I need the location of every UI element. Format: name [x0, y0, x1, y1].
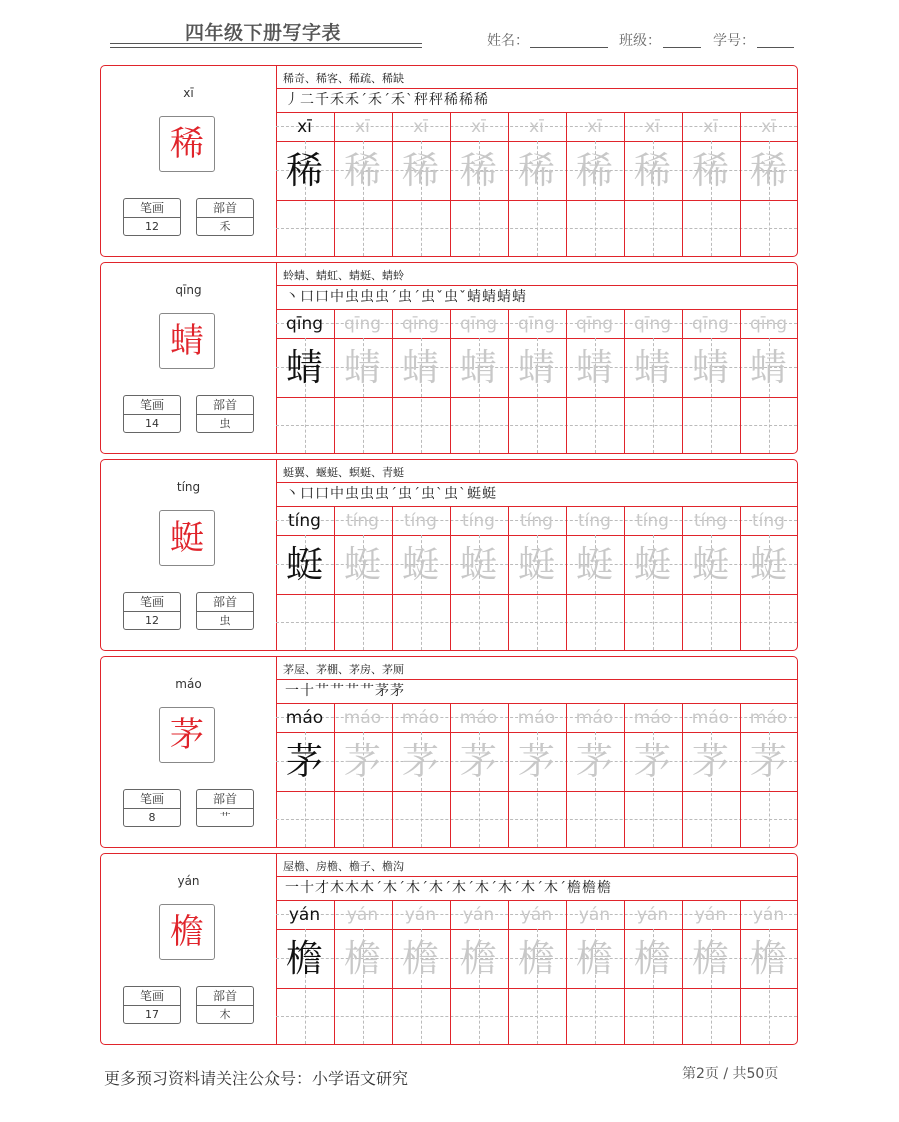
writing-cell[interactable] — [682, 398, 740, 453]
char-info-panel — [101, 263, 277, 453]
stroke-step: 蜻 — [512, 289, 527, 305]
writing-cell[interactable] — [334, 201, 392, 256]
writing-cell[interactable] — [392, 201, 450, 256]
writing-cell[interactable] — [276, 201, 334, 256]
pinyin-model: máo — [285, 708, 324, 728]
practice-area — [276, 460, 797, 650]
char-trace[interactable]: 稀 — [750, 149, 787, 192]
radical-info — [196, 395, 254, 433]
char-card — [100, 853, 798, 1045]
pinyin-trace: yán — [520, 905, 553, 925]
pinyin-trace: xī — [761, 117, 776, 137]
writing-cell[interactable] — [450, 398, 508, 453]
char-trace[interactable]: 蜓 — [576, 543, 613, 586]
stroke-step: 蜻 — [482, 289, 497, 305]
char-trace[interactable]: 檐 — [344, 937, 381, 980]
stroke-step: 木ˊ — [544, 880, 567, 896]
stroke-step: 艹 — [345, 683, 360, 699]
stroke-step: 虫ˇ — [444, 289, 467, 305]
char-trace[interactable]: 蜻 — [460, 346, 497, 389]
stroke-step: 虫ˋ — [421, 486, 444, 502]
writing-cell[interactable] — [624, 398, 682, 453]
writing-cell[interactable] — [450, 201, 508, 256]
stroke-step: 木ˊ — [452, 880, 475, 896]
writing-cell[interactable] — [740, 792, 798, 847]
char-card — [100, 459, 798, 651]
pinyin-trace: tíng — [346, 511, 379, 531]
writing-cell[interactable] — [740, 989, 798, 1044]
stroke-step: 十 — [300, 683, 315, 699]
pinyin-model: yán — [288, 905, 321, 925]
char-pinyin: qīng — [175, 283, 202, 297]
pinyin-trace: máo — [401, 708, 440, 728]
pinyin-trace: yán — [752, 905, 785, 925]
char-trace[interactable]: 稀 — [634, 149, 671, 192]
pinyin-trace: tíng — [636, 511, 669, 531]
practice-area — [276, 854, 797, 1044]
writing-cell[interactable] — [450, 595, 508, 650]
stroke-order — [285, 681, 405, 701]
stroke-step: 檐 — [597, 880, 612, 896]
strokes-info — [123, 789, 181, 827]
char-card — [100, 262, 798, 454]
stroke-step: 艹 — [330, 683, 345, 699]
pinyin-trace: yán — [462, 905, 495, 925]
pinyin-trace: qīng — [749, 314, 788, 334]
stroke-step: 茅 — [390, 683, 405, 699]
stroke-step: 虫 — [360, 289, 375, 305]
char-trace[interactable]: 蜓 — [634, 543, 671, 586]
footer-note: 更多预习资料请关注公众号：小学语文研究 — [104, 1069, 409, 1088]
char-trace[interactable]: 檐 — [518, 937, 555, 980]
stroke-step: 蜓 — [467, 486, 482, 502]
title-underline — [110, 43, 422, 44]
pinyin-trace: máo — [633, 708, 672, 728]
stroke-step: 一 — [285, 683, 300, 699]
writing-cell[interactable] — [682, 595, 740, 650]
writing-cell[interactable] — [450, 792, 508, 847]
char-info-panel — [101, 66, 277, 256]
writing-cell[interactable] — [508, 792, 566, 847]
char-info-panel — [101, 460, 277, 650]
writing-cell[interactable] — [682, 201, 740, 256]
stroke-step: 蜓 — [482, 486, 497, 502]
char-trace[interactable]: 蜓 — [460, 543, 497, 586]
writing-cell[interactable] — [276, 595, 334, 650]
practice-area — [276, 66, 797, 256]
pinyin-trace: xī — [355, 117, 370, 137]
stroke-step: 艹 — [315, 683, 330, 699]
stroke-step: 木ˊ — [383, 880, 406, 896]
stroke-step: 虫ˊ — [398, 486, 421, 502]
pinyin-trace: máo — [459, 708, 498, 728]
stroke-step: 稀 — [459, 92, 474, 108]
row-divider — [276, 679, 797, 680]
stroke-step: 虫 — [360, 486, 375, 502]
stroke-step: 檐 — [567, 880, 582, 896]
stroke-step: 虫ˊ — [398, 289, 421, 305]
pinyin-trace: qīng — [691, 314, 730, 334]
pinyin-model: xī — [297, 117, 312, 137]
char-trace[interactable]: 稀 — [402, 149, 439, 192]
pinyin-trace: yán — [346, 905, 379, 925]
stroke-step: 蜻 — [467, 289, 482, 305]
char-trace[interactable]: 蜻 — [518, 346, 555, 389]
writing-cell[interactable] — [334, 792, 392, 847]
pinyin-trace: xī — [645, 117, 660, 137]
pinyin-trace: máo — [343, 708, 382, 728]
writing-cell[interactable] — [566, 595, 624, 650]
writing-cell[interactable] — [740, 595, 798, 650]
char-pinyin: tíng — [176, 480, 201, 494]
radical-value: 艹 — [219, 811, 231, 824]
row-divider — [276, 482, 797, 483]
writing-cell[interactable] — [334, 595, 392, 650]
char-trace[interactable]: 茅 — [518, 740, 555, 783]
stroke-step: 禾ˊ — [368, 92, 391, 108]
pinyin-trace: qīng — [343, 314, 382, 334]
stroke-step: 丶 — [285, 289, 300, 305]
char-trace[interactable]: 檐 — [460, 937, 497, 980]
stroke-step: 禾ˊ — [345, 92, 368, 108]
writing-cell[interactable] — [276, 398, 334, 453]
stroke-step: 虫 — [345, 289, 360, 305]
writing-cell[interactable] — [508, 398, 566, 453]
char-pinyin: xī — [183, 86, 194, 100]
char-trace[interactable]: 蜓 — [692, 543, 729, 586]
name-label: 姓名： — [487, 33, 529, 49]
radical-info — [196, 986, 254, 1024]
word-list: 茅屋、茅棚、茅房、茅厕 — [283, 663, 404, 676]
writing-cell[interactable] — [392, 989, 450, 1044]
stroke-step: 中 — [330, 289, 345, 305]
class-field[interactable] — [663, 47, 701, 48]
writing-cell[interactable] — [682, 989, 740, 1044]
pinyin-trace: xī — [413, 117, 428, 137]
pinyin-trace: tíng — [694, 511, 727, 531]
char-model: 檐 — [286, 937, 323, 980]
row-divider — [276, 309, 797, 310]
writing-cell[interactable] — [334, 398, 392, 453]
writing-cell[interactable] — [624, 792, 682, 847]
pinyin-trace: yán — [404, 905, 437, 925]
page-header — [0, 0, 899, 60]
radical-info — [196, 592, 254, 630]
pinyin-trace: máo — [749, 708, 788, 728]
writing-cell[interactable] — [276, 792, 334, 847]
char-trace[interactable]: 茅 — [750, 740, 787, 783]
stroke-step: 口 — [300, 486, 315, 502]
char-model: 蜻 — [286, 346, 323, 389]
stroke-step: 虫ˊ — [375, 289, 398, 305]
stroke-step: 丶 — [285, 486, 300, 502]
title-underline — [110, 47, 422, 48]
stroke-step: 千 — [315, 92, 330, 108]
stroke-step: 一 — [285, 880, 300, 896]
pinyin-trace: máo — [691, 708, 730, 728]
char-trace[interactable]: 檐 — [692, 937, 729, 980]
writing-cell[interactable] — [508, 989, 566, 1044]
strokes-count: 8 — [148, 811, 156, 824]
radical-label: 部首 — [197, 593, 253, 612]
char-trace[interactable]: 茅 — [634, 740, 671, 783]
pinyin-trace: xī — [471, 117, 486, 137]
stroke-step: 口 — [300, 289, 315, 305]
stroke-step: 稀 — [474, 92, 489, 108]
word-list: 屋檐、房檐、檐子、檐沟 — [283, 860, 404, 873]
writing-cell[interactable] — [682, 792, 740, 847]
row-divider — [276, 703, 797, 704]
stroke-step: 木 — [330, 880, 345, 896]
pinyin-trace: xī — [587, 117, 602, 137]
char-model: 蜓 — [286, 543, 323, 586]
stroke-step: 才 — [315, 880, 330, 896]
class-label: 班级： — [619, 33, 661, 49]
word-list: 蜓翼、蝘蜓、螟蜓、青蜓 — [283, 466, 404, 479]
char-trace[interactable]: 稀 — [460, 149, 497, 192]
char-trace[interactable]: 蜓 — [344, 543, 381, 586]
writing-cell[interactable] — [508, 595, 566, 650]
char-trace[interactable]: 茅 — [402, 740, 439, 783]
writing-cell[interactable] — [624, 201, 682, 256]
stroke-step: 稀 — [444, 92, 459, 108]
stroke-step: 禾ˋ — [391, 92, 414, 108]
page-title: 四年级下册写字表 — [185, 22, 342, 44]
char-trace[interactable]: 稀 — [518, 149, 555, 192]
char-trace[interactable]: 檐 — [750, 937, 787, 980]
char-trace[interactable]: 茅 — [344, 740, 381, 783]
radical-label: 部首 — [197, 790, 253, 809]
pinyin-trace: tíng — [578, 511, 611, 531]
writing-cell[interactable] — [740, 398, 798, 453]
char-display: 稀 — [170, 124, 204, 164]
char-trace[interactable]: 蜻 — [402, 346, 439, 389]
char-trace[interactable]: 蜓 — [750, 543, 787, 586]
stroke-step: 丿 — [285, 92, 300, 108]
stroke-order — [285, 484, 497, 504]
name-field[interactable] — [530, 47, 608, 48]
stroke-step: 虫ˊ — [375, 486, 398, 502]
pinyin-model: qīng — [285, 314, 324, 334]
char-trace[interactable]: 蜻 — [576, 346, 613, 389]
writing-cell[interactable] — [566, 792, 624, 847]
writing-cell[interactable] — [740, 201, 798, 256]
stroke-step: 木ˊ — [429, 880, 452, 896]
char-display: 檐 — [170, 912, 204, 952]
char-model: 茅 — [286, 740, 323, 783]
stroke-step: 十 — [300, 880, 315, 896]
strokes-info — [123, 592, 181, 630]
char-trace[interactable]: 蜻 — [750, 346, 787, 389]
strokes-count: 12 — [145, 614, 159, 627]
pinyin-trace: tíng — [462, 511, 495, 531]
word-list: 稀奇、稀客、稀疏、稀缺 — [283, 72, 404, 85]
writing-cell[interactable] — [392, 398, 450, 453]
stroke-step: 木ˊ — [360, 880, 383, 896]
char-display: 蜓 — [170, 518, 204, 558]
char-model: 稀 — [286, 149, 323, 192]
writing-cell[interactable] — [566, 989, 624, 1044]
writing-cell[interactable] — [276, 989, 334, 1044]
stroke-order — [285, 878, 612, 898]
pinyin-trace: yán — [578, 905, 611, 925]
radical-label: 部首 — [197, 396, 253, 415]
stroke-step: 中 — [330, 486, 345, 502]
strokes-label: 笔画 — [124, 199, 180, 218]
radical-value: 禾 — [219, 220, 231, 233]
strokes-count: 14 — [145, 417, 159, 430]
char-trace[interactable]: 檐 — [634, 937, 671, 980]
stroke-step: 艹 — [360, 683, 375, 699]
stroke-step: 虫ˇ — [421, 289, 444, 305]
char-card — [100, 65, 798, 257]
radical-info — [196, 198, 254, 236]
char-display-box — [159, 313, 215, 369]
char-trace[interactable]: 蜓 — [518, 543, 555, 586]
row-divider — [276, 900, 797, 901]
pinyin-trace: qīng — [633, 314, 672, 334]
char-trace[interactable]: 稀 — [692, 149, 729, 192]
page-number: 第2页 / 共50页 — [682, 1066, 779, 1082]
char-card — [100, 656, 798, 848]
char-trace[interactable]: 蜻 — [634, 346, 671, 389]
char-pinyin: máo — [175, 677, 202, 691]
pinyin-trace: yán — [636, 905, 669, 925]
stroke-step: 木ˊ — [498, 880, 521, 896]
radical-value: 木 — [219, 1008, 231, 1021]
pinyin-trace: tíng — [404, 511, 437, 531]
writing-cell[interactable] — [392, 792, 450, 847]
pinyin-trace: xī — [529, 117, 544, 137]
pinyin-trace: qīng — [459, 314, 498, 334]
writing-cell[interactable] — [624, 595, 682, 650]
char-trace[interactable]: 蜻 — [344, 346, 381, 389]
char-trace[interactable]: 檐 — [402, 937, 439, 980]
pinyin-trace: tíng — [752, 511, 785, 531]
word-list: 蛉蜻、蜻虹、蜻蜓、蜻蛉 — [283, 269, 404, 282]
stroke-step: 虫ˋ — [444, 486, 467, 502]
char-trace[interactable]: 茅 — [576, 740, 613, 783]
number-field[interactable] — [757, 47, 794, 48]
stroke-step: 虫 — [345, 486, 360, 502]
radical-label: 部首 — [197, 987, 253, 1006]
pinyin-trace: tíng — [520, 511, 553, 531]
strokes-info — [123, 395, 181, 433]
strokes-label: 笔画 — [124, 987, 180, 1006]
strokes-label: 笔画 — [124, 593, 180, 612]
stroke-step: 木 — [345, 880, 360, 896]
row-divider — [276, 876, 797, 877]
row-divider — [276, 88, 797, 89]
writing-cell[interactable] — [566, 201, 624, 256]
radical-info — [196, 789, 254, 827]
writing-cell[interactable] — [450, 989, 508, 1044]
row-divider — [276, 506, 797, 507]
stroke-step: 檐 — [582, 880, 597, 896]
practice-area — [276, 657, 797, 847]
strokes-count: 17 — [145, 1008, 159, 1021]
strokes-label: 笔画 — [124, 396, 180, 415]
stroke-step: 二 — [300, 92, 315, 108]
stroke-step: 口 — [315, 289, 330, 305]
stroke-step: 秤 — [414, 92, 429, 108]
stroke-step: 木ˊ — [521, 880, 544, 896]
char-trace[interactable]: 蜓 — [402, 543, 439, 586]
stroke-order — [285, 90, 489, 110]
stroke-step: 木ˊ — [475, 880, 498, 896]
stroke-order — [285, 287, 527, 307]
radical-label: 部首 — [197, 199, 253, 218]
char-trace[interactable]: 檐 — [576, 937, 613, 980]
char-display-box — [159, 116, 215, 172]
writing-cell[interactable] — [334, 989, 392, 1044]
stroke-step: 茅 — [375, 683, 390, 699]
pinyin-model: tíng — [288, 511, 321, 531]
char-display: 茅 — [170, 715, 204, 755]
char-info-panel — [101, 657, 277, 847]
stroke-step: 木ˊ — [406, 880, 429, 896]
char-pinyin: yán — [177, 874, 200, 888]
char-info-panel — [101, 854, 277, 1044]
char-trace[interactable]: 茅 — [460, 740, 497, 783]
pinyin-trace: yán — [694, 905, 727, 925]
stroke-step: 禾 — [330, 92, 345, 108]
pinyin-trace: qīng — [575, 314, 614, 334]
char-trace[interactable]: 稀 — [576, 149, 613, 192]
row-divider — [276, 112, 797, 113]
pinyin-trace: xī — [703, 117, 718, 137]
char-display-box — [159, 510, 215, 566]
strokes-label: 笔画 — [124, 790, 180, 809]
writing-cell[interactable] — [566, 398, 624, 453]
stroke-step: 秤 — [429, 92, 444, 108]
radical-value: 虫 — [219, 417, 231, 430]
row-divider — [276, 285, 797, 286]
pinyin-trace: máo — [575, 708, 614, 728]
stroke-step: 蜻 — [497, 289, 512, 305]
char-trace[interactable]: 蜻 — [692, 346, 729, 389]
stroke-step: 口 — [315, 486, 330, 502]
number-label: 学号： — [713, 33, 755, 49]
practice-area — [276, 263, 797, 453]
char-display-box — [159, 904, 215, 960]
pinyin-trace: qīng — [517, 314, 556, 334]
pinyin-trace: máo — [517, 708, 556, 728]
radical-value: 虫 — [219, 614, 231, 627]
char-display: 蜻 — [170, 321, 204, 361]
char-display-box — [159, 707, 215, 763]
strokes-info — [123, 198, 181, 236]
writing-cell[interactable] — [624, 989, 682, 1044]
writing-cell[interactable] — [392, 595, 450, 650]
writing-cell[interactable] — [508, 201, 566, 256]
strokes-count: 12 — [145, 220, 159, 233]
pinyin-trace: qīng — [401, 314, 440, 334]
char-trace[interactable]: 稀 — [344, 149, 381, 192]
strokes-info — [123, 986, 181, 1024]
char-trace[interactable]: 茅 — [692, 740, 729, 783]
